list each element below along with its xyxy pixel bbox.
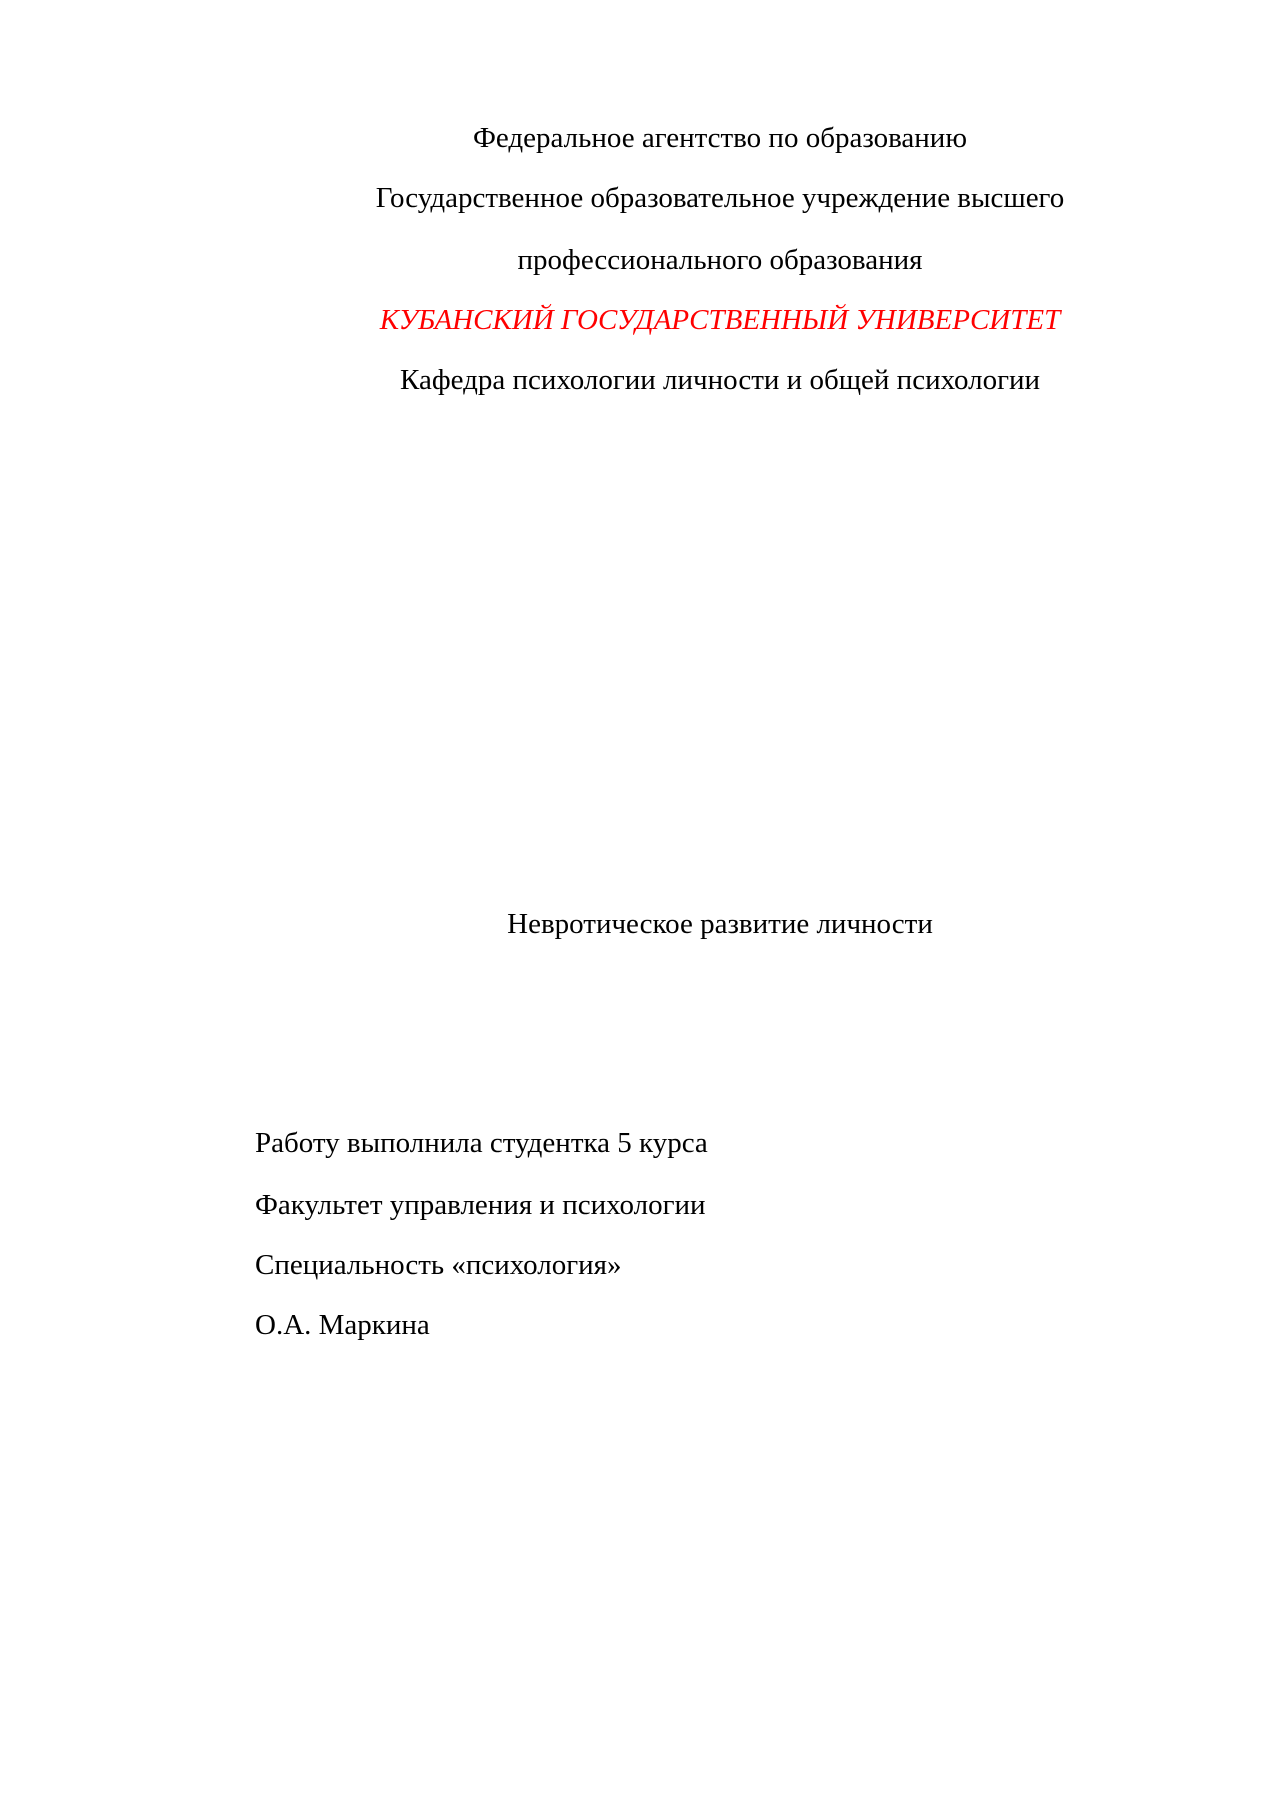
document-title: Невротическое развитие личности xyxy=(507,908,933,940)
institution-line-1: Государственное образовательное учреждение высшего xyxy=(375,182,1065,214)
department-name: Кафедра психологии личности и общей психологии xyxy=(399,364,1041,396)
author-line-3: Специальность «психология» xyxy=(255,1249,622,1281)
agency-name: Федеральное агентство по образованию xyxy=(472,122,967,154)
author-line-2: Факультет управления и психологии xyxy=(255,1189,706,1221)
author-line-1: Работу выполнила студентка 5 курса xyxy=(255,1127,708,1159)
university-name: КУБАНСКИЙ ГОСУДАРСТВЕННЫЙ УНИВЕРСИТЕТ xyxy=(379,304,1061,336)
author-name: О.А. Маркина xyxy=(255,1309,430,1341)
institution-line-2: профессионального образования xyxy=(517,244,923,276)
